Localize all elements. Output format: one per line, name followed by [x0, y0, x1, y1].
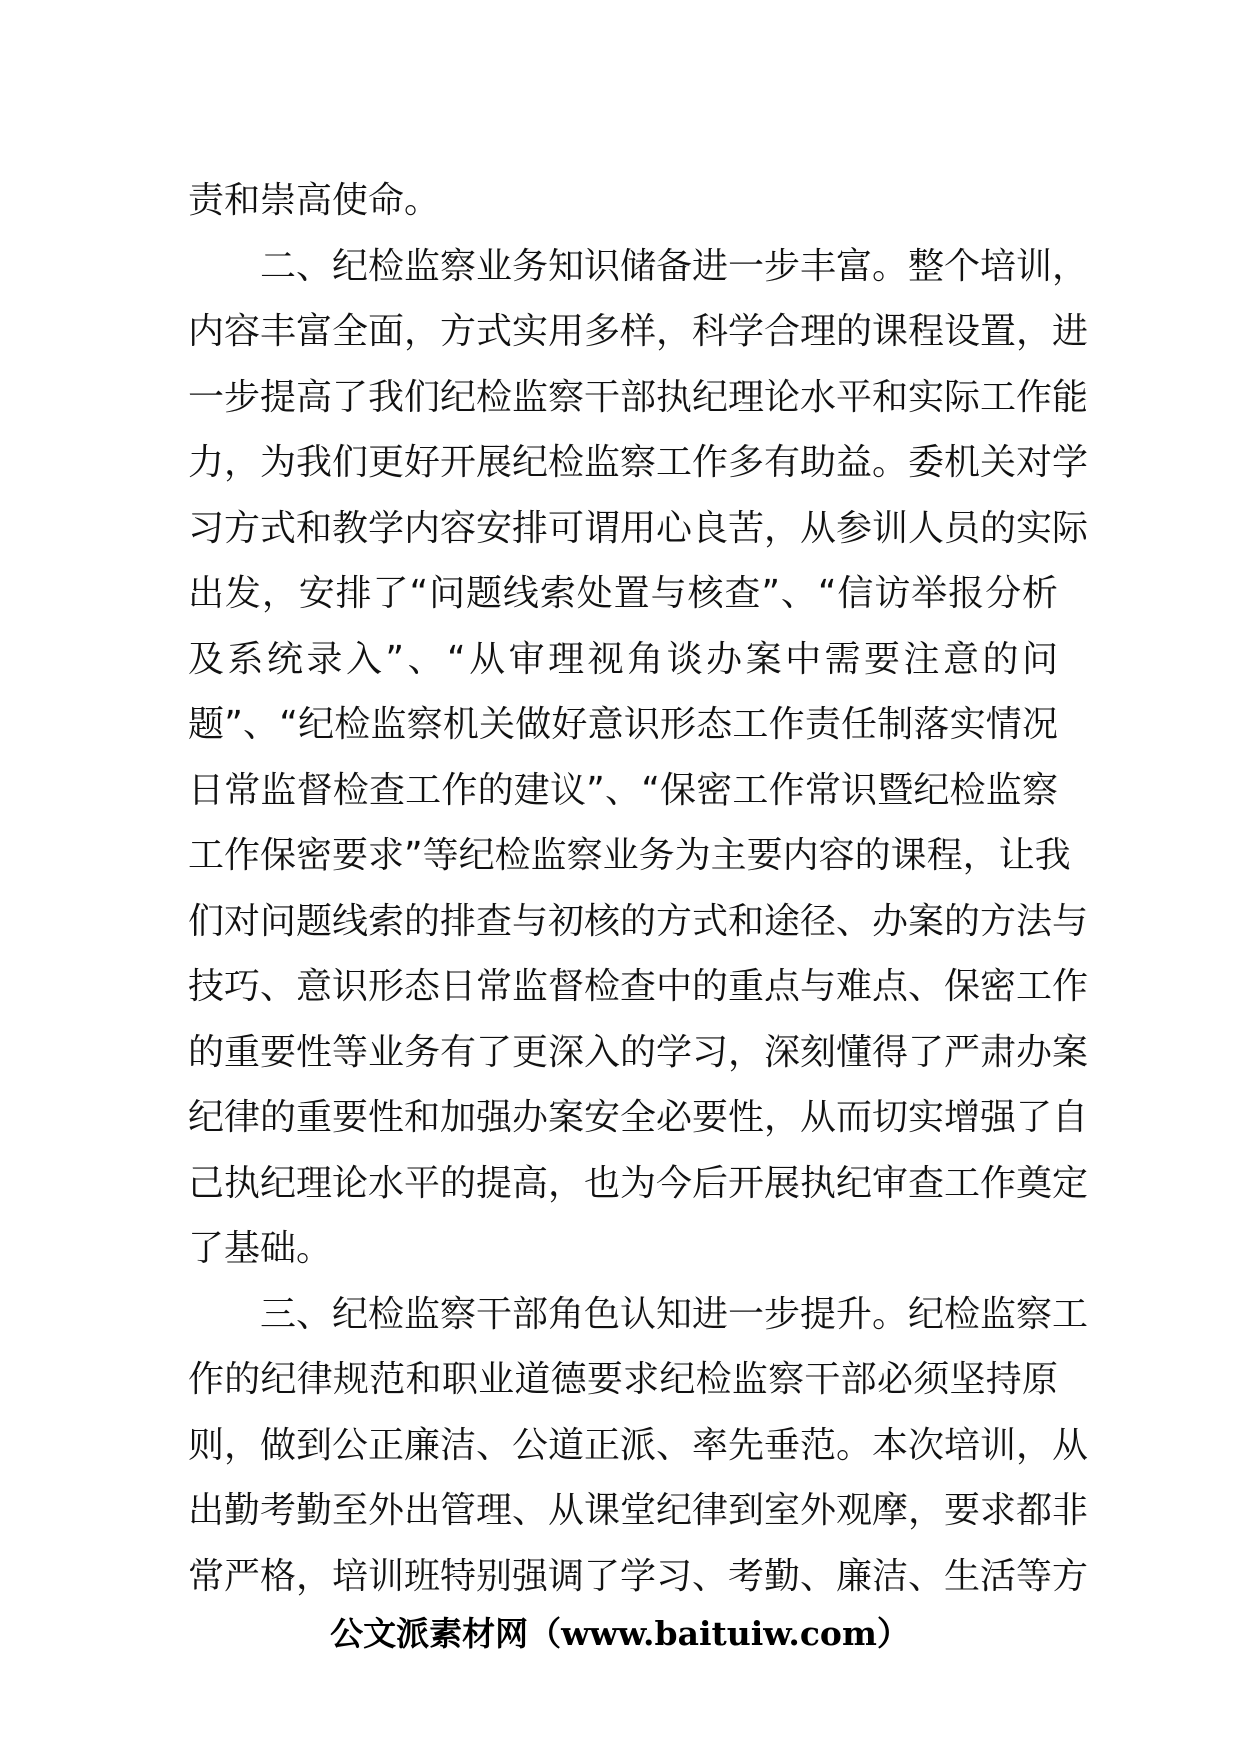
text-line: 常严格，培训班特别强调了学习、考勤、廉洁、生活等方 — [188, 1555, 1089, 1597]
text-line: 内容丰富全面，方式实用多样，科学合理的课程设置，进 — [188, 311, 1089, 352]
text-line: 及系统录入”、“从审理视角谈办案中需要注意的问 — [188, 638, 1058, 680]
text-line: 工作保密要求”等纪检监察业务为主要内容的课程，让我 — [188, 835, 1071, 876]
text-line: 一步提高了我们纪检监察干部执纪理论水平和实际工作能 — [188, 376, 1089, 418]
text-line: 则，做到公正廉洁、公道正派、率先垂范。本次培训，从 — [188, 1424, 1089, 1466]
footer-watermark: 公文派素材网（www.baituiw.com） — [330, 1614, 910, 1653]
document-body — [188, 168, 1089, 1609]
text-line: 们对问题线索的排查与初核的方式和途径、办案的方法与 — [188, 900, 1089, 942]
text-line: 己执纪理论水平的提高，也为今后开展执纪审查工作奠定 — [188, 1162, 1089, 1204]
text-line: 三、纪检监察干部角色认知进一步提升。纪检监察工 — [188, 1293, 1089, 1335]
text-line: 责和崇高使命。 — [188, 180, 441, 221]
text-line: 二、纪检监察业务知识储备进一步丰富。整个培训， — [188, 245, 1089, 287]
text-line: 日常监督检查工作的建议”、“保密工作常识暨纪检监察 — [188, 769, 1058, 811]
text-line: 技巧、意识形态日常监督检查中的重点与难点、保密工作 — [188, 966, 1089, 1007]
text-line: 出勤考勤至外出管理、从课堂纪律到室外观摩，要求都非 — [188, 1490, 1089, 1531]
text-line: 习方式和教学内容安排可谓用心良苦，从参训人员的实际 — [188, 507, 1089, 549]
text-line: 作的纪律规范和职业道德要求纪检监察干部必须坚持原 — [188, 1359, 1058, 1400]
text-line: 了基础。 — [188, 1228, 333, 1269]
text-line: 题”、“纪检监察机关做好意识形态工作责任制落实情况 — [188, 704, 1058, 745]
text-line: 出发，安排了“问题线索处置与核查”、“信访举报分析 — [188, 573, 1058, 614]
text-line: 的重要性等业务有了更深入的学习，深刻懂得了严肃办案 — [188, 1031, 1089, 1073]
text-line: 力，为我们更好开展纪检监察工作多有助益。委机关对学 — [188, 442, 1089, 483]
text-line: 纪律的重要性和加强办案安全必要性，从而切实增强了自 — [188, 1097, 1089, 1138]
